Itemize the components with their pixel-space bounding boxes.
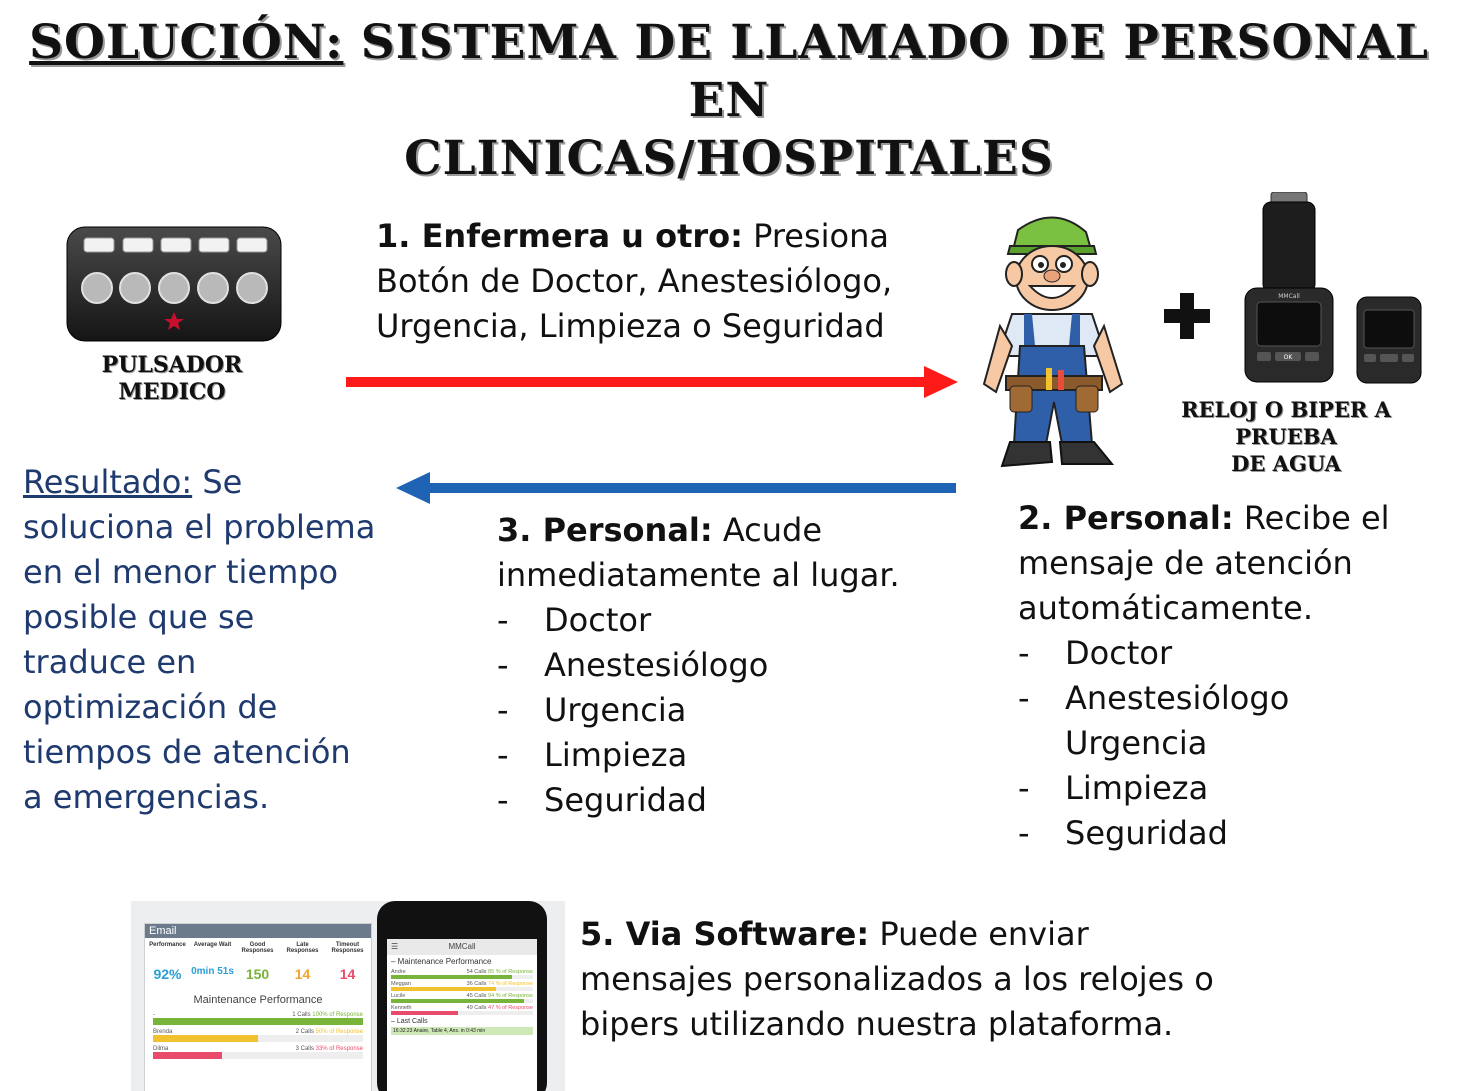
phone-rows [387,968,537,1016]
step3-item-urgencia: Urgencia [544,691,687,729]
list-item: - Limpieza [497,736,688,774]
phone-section-label: Maintenance Performance [397,957,492,966]
title-line2: CLINICAS/HOSPITALES [404,131,1054,186]
step1-label: 1. Enfermera u otro: [376,217,743,255]
phone-row [387,968,537,980]
bar-pct: 50% of Response [315,1029,363,1035]
dashboard-panel [144,923,372,1091]
header-cell: Performance [149,942,186,948]
watch-ok-text: OK [1283,354,1293,361]
bar-pct: 33% of Response [315,1046,363,1052]
step2-item-anestesiologo: Anestesiólogo [1065,679,1290,717]
step3-item-anestesiologo: Anestesiólogo [544,646,769,684]
pager-image [1356,296,1422,384]
header-cell: Late Responses [286,942,319,954]
bar-pct: 100% of Response [312,1012,363,1018]
dashboard-bar-row [153,1012,363,1025]
phone-last-calls: Last Calls [396,1018,428,1025]
title-main: SISTEMA DE LLAMADO DE PERSONAL EN [360,15,1429,128]
phone-row-pct: 94 % of Response [488,993,533,999]
pulsador-caption-line1: PULSADOR [101,352,243,378]
bar-name: - [153,1012,155,1018]
bar-fill [153,1052,222,1059]
phone-screen: ☰ MMCall – Maintenance Performance Andre 54 Calls 85 % of Response Meggan 36 Calls 74 % of Response Lucile 45 Calls 94 % of Response Kenneth 49 Calls 47 % of Response – Last Calls 16:32:23 Anaire, Table 4, Ans. in 0:43 min [387,939,537,1091]
list-item: - Doctor [1018,634,1173,672]
reloj-caption [1170,396,1402,477]
bar-fill [153,1035,258,1042]
phone-row-pct: 47 % of Response [488,1005,533,1011]
phone-row-fill [391,975,512,979]
pulsador-caption-line2: MEDICO [118,379,226,405]
step1-body: Presiona Botón de Doctor, Anestesiólogo, Urgencia, Limpieza o Seguridad [376,217,893,345]
header-cell: Average Wait [193,942,232,948]
bar-calls: 2 Calls [295,1029,314,1035]
phone-row-fill [391,999,524,1003]
bar-fill [153,1018,363,1025]
phone-row [387,992,537,1004]
list-item: - Urgencia [497,691,687,729]
step5-label: 5. Via Software: [580,915,870,953]
arrow-blue-icon [396,470,956,510]
phone-row-pct: 74 % of Response [488,981,533,987]
phone-row-fill [391,1011,458,1015]
step3-item-doctor: Doctor [544,601,652,639]
arrow-red-icon [346,364,958,404]
staff-cartoon-image [966,206,1142,478]
dashboard-bar-row [153,1046,363,1059]
phone-row-pct: 85 % of Response [488,969,533,975]
step5-body: Puede enviar mensajes personalizados a los relojes o bipers utilizando nuestra plataforma. [580,915,1214,1043]
page-title [0,14,1458,188]
value-late: 14 [294,966,311,982]
dashboard-title: Email [145,924,371,938]
phone-row-name: Andre [391,969,406,975]
phone-image [377,901,547,1091]
step3-body: Acude inmediatamente al lugar. [497,511,900,594]
phone-row-name: Meggan [391,981,411,987]
phone-row-fill [391,987,496,991]
phone-row-calls: 54 Calls [466,969,487,975]
phone-row-name: Lucile [391,993,406,999]
phone-row [387,980,537,992]
dashboard-section: Maintenance Performance [193,994,323,1006]
title-prefix: SOLUCIÓN: [29,15,344,70]
phone-app-title: MMCall [448,942,476,951]
step2-item-doctor: Doctor [1065,634,1173,672]
step2-text [1018,496,1438,856]
value-timeout: 14 [339,966,356,982]
watch-image [1243,192,1335,386]
phone-row-name: Kenneth [391,1005,412,1011]
step5-text [580,912,1240,1047]
result-body: Se soluciona el problema en el menor tiempo posible que se traduce en optimización de tiempos de atención a emergencias. [23,463,376,816]
list-item: - Anestesiólogo [497,646,769,684]
step2-label: 2. Personal: [1018,499,1234,537]
step2-list [1018,631,1438,856]
dashboard-bar-row [153,1029,363,1042]
phone-row-calls: 36 Calls [466,981,487,987]
step3-label: 3. Personal: [497,511,713,549]
software-screenshot [131,901,565,1091]
reloj-caption-line2: PRUEBA [1235,424,1337,449]
step3-text [497,508,917,823]
phone-section: – Maintenance Performance [391,957,492,966]
phone-row-calls: 49 Calls [466,1005,487,1011]
bar-calls: 3 Calls [295,1046,314,1052]
value-performance: 92% [153,966,182,982]
step1-text [376,214,916,349]
plus-icon [1164,293,1210,343]
dashboard-values [145,966,371,982]
reloj-caption-line3: DE AGUA [1231,451,1341,476]
list-item: - Anestesiólogo Urgencia [1018,679,1290,762]
header-cell: Good Responses [241,942,274,954]
step2-body: Recibe el mensaje de atención automáticamente. [1018,499,1390,627]
phone-row [387,1004,537,1016]
reloj-caption-line1: RELOJ O BIPER A [1181,397,1391,422]
menu-icon[interactable]: ☰ [391,942,399,951]
list-item: - Limpieza [1018,769,1209,807]
value-good: 150 [245,966,270,982]
phone-row-calls: 45 Calls [466,993,487,999]
list-item: - Doctor [497,601,652,639]
value-average-wait: 0min 51s [191,966,234,977]
step2-item-seguridad: Seguridad [1065,814,1228,852]
step3-list [497,598,917,823]
phone-last-call-row: 16:32:23 Anaire, Table 4, Ans. in 0:43 min [391,1027,533,1035]
result-label: Resultado: [23,463,193,501]
pulsador-device-image [66,226,282,342]
step3-item-seguridad: Seguridad [544,781,707,819]
bar-name: Dilma [153,1046,169,1052]
bar-name: Brenda [153,1029,173,1035]
step3-item-limpieza: Limpieza [544,736,688,774]
bar-calls: 1 Calls [292,1012,311,1018]
list-item: - Seguridad [497,781,707,819]
header-cell: Timeout Responses [331,942,364,954]
step2-item-limpieza: Limpieza [1065,769,1209,807]
result-text [23,460,379,820]
watch-brand-text: MMCall [1278,293,1300,300]
step2-item-urgencia: Urgencia [1065,724,1208,762]
list-item: - Seguridad [1018,814,1228,852]
dashboard-headers [145,942,371,954]
pulsador-caption [96,352,248,406]
dashboard-bars [153,1012,363,1059]
